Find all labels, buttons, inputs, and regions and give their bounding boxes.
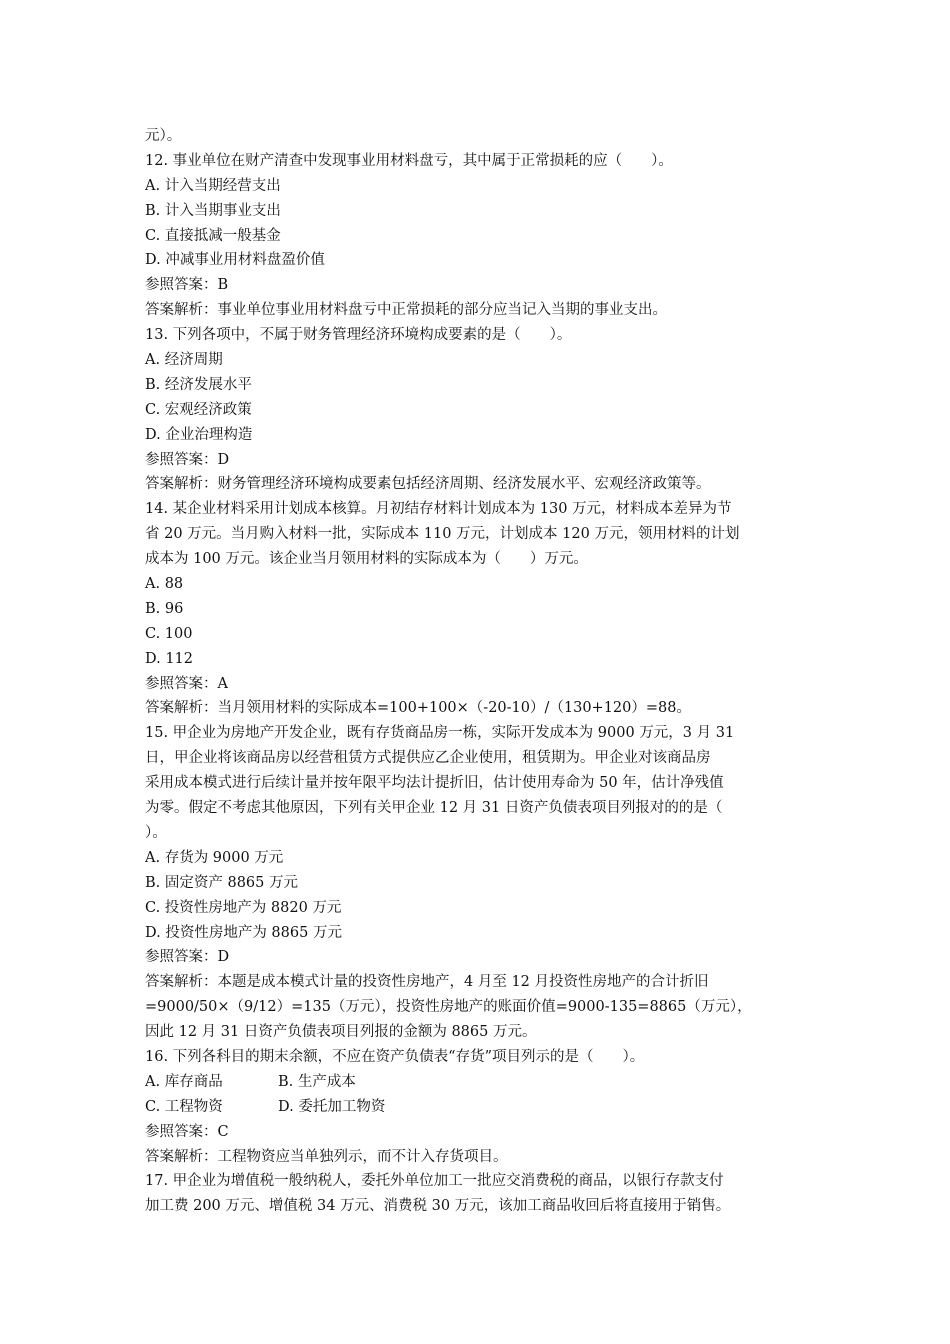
question-15-line-5: ）。 <box>145 824 167 841</box>
option-d: D. 投资性房地产为 8865 万元 <box>145 924 342 941</box>
question-14-line-1: 14. 某企业材料采用计划成本核算。月初结存材料计划成本为 130 万元，材料成本差异为节 <box>145 501 732 518</box>
reference-answer: 参照答案：C <box>145 1123 229 1140</box>
option-d: D. 委托加工物资 <box>278 1098 386 1115</box>
answer-explanation-line-3: 因此 12 月 31 日资产负债表项目列报的金额为 8865 万元。 <box>145 1024 537 1041</box>
answer-explanation-line-2: =9000/50×（9/12）=135（万元），投资性房地产的账面价值=9000-135=8865（万元）， <box>145 999 752 1016</box>
question-17-line-1: 17. 甲企业为增值税一般纳税人，委托外单位加工一批应交消费税的商品，以银行存款支付 <box>145 1173 724 1190</box>
option-c: C. 工程物资 <box>145 1098 223 1115</box>
option-a: A. 经济周期 <box>145 352 223 369</box>
answer-explanation: 答案解析：财务管理经济环境构成要素包括经济周期、经济发展水平、宏观经济政策等。 <box>145 476 711 493</box>
options-row-cd <box>145 1095 810 1120</box>
question-16: 16. 下列各科目的期末余额，不应在资产负债表“存货”项目列示的是（ ）。 <box>145 1048 645 1065</box>
option-d: D. 企业治理构造 <box>145 426 253 443</box>
reference-answer: 参照答案：A <box>145 675 228 692</box>
option-b: B. 经济发展水平 <box>145 376 252 393</box>
text-line: 元）。 <box>145 128 182 144</box>
option-d: D. 冲减事业用材料盘盈价值 <box>145 252 325 269</box>
option-a: A. 存货为 9000 万元 <box>145 849 284 866</box>
answer-explanation: 答案解析：事业单位事业用材料盘亏中正常损耗的部分应当记入当期的事业支出。 <box>145 302 667 319</box>
document-page <box>145 124 810 1219</box>
question-12: 12. 事业单位在财产清查中发现事业用材料盘亏，其中属于正常损耗的应（ ）。 <box>145 152 673 169</box>
option-b: B. 生产成本 <box>278 1073 356 1090</box>
option-c: C. 投资性房地产为 8820 万元 <box>145 899 342 916</box>
option-b: B. 固定资产 8865 万元 <box>145 874 298 891</box>
question-17-line-2: 加工费 200 万元、增值税 34 万元、消费税 30 万元，该加工商品收回后将直接用于销售。 <box>145 1198 731 1215</box>
question-15-line-1: 15. 甲企业为房地产开发企业，既有存货商品房一栋，实际开发成本为 9000 万元，3 月 31 <box>145 725 735 742</box>
option-a: A. 库存商品 <box>145 1073 223 1090</box>
answer-explanation-line-1: 答案解析：本题是成本模式计量的投资性房地产，4 月至 12 月投资性房地产的合计折旧 <box>145 974 709 991</box>
answer-explanation: 答案解析：当月领用材料的实际成本=100+100×（-20-10）/（130+120）=88。 <box>145 700 691 717</box>
reference-answer: 参照答案：B <box>145 277 229 294</box>
option-a: A. 计入当期经营支出 <box>145 177 281 194</box>
question-15-line-2: 日，甲企业将该商品房以经营租赁方式提供应乙企业使用，租赁期为。甲企业对该商品房 <box>145 750 711 767</box>
option-c: C. 直接抵减一般基金 <box>145 227 281 244</box>
question-15-line-3: 采用成本模式进行后续计量并按年限平均法计提折旧，估计使用寿命为 50 年，估计净残值 <box>145 775 724 792</box>
reference-answer: 参照答案：D <box>145 451 230 468</box>
option-c: C. 100 <box>145 625 193 642</box>
question-15-line-4: 为零。假定不考虑其他原因，下列有关甲企业 12 月 31 日资产负债表项目列报对的的是（ <box>145 800 723 817</box>
option-b: B. 96 <box>145 600 184 617</box>
options-row-ab <box>145 1070 810 1095</box>
question-14-line-2: 省 20 万元。当月购入材料一批，实际成本 110 万元，计划成本 120 万元，领用材料的计划 <box>145 526 740 543</box>
question-13: 13. 下列各项中，不属于财务管理经济环境构成要素的是（ ）。 <box>145 327 572 344</box>
question-14-line-3: 成本为 100 万元。该企业当月领用材料的实际成本为（ ）万元。 <box>145 551 588 568</box>
option-b: B. 计入当期事业支出 <box>145 202 281 219</box>
option-c: C. 宏观经济政策 <box>145 401 252 418</box>
option-a: A. 88 <box>145 576 184 593</box>
option-d: D. 112 <box>145 650 194 667</box>
answer-explanation: 答案解析：工程物资应当单独列示，而不计入存货项目。 <box>145 1148 508 1165</box>
reference-answer: 参照答案：D <box>145 949 230 966</box>
